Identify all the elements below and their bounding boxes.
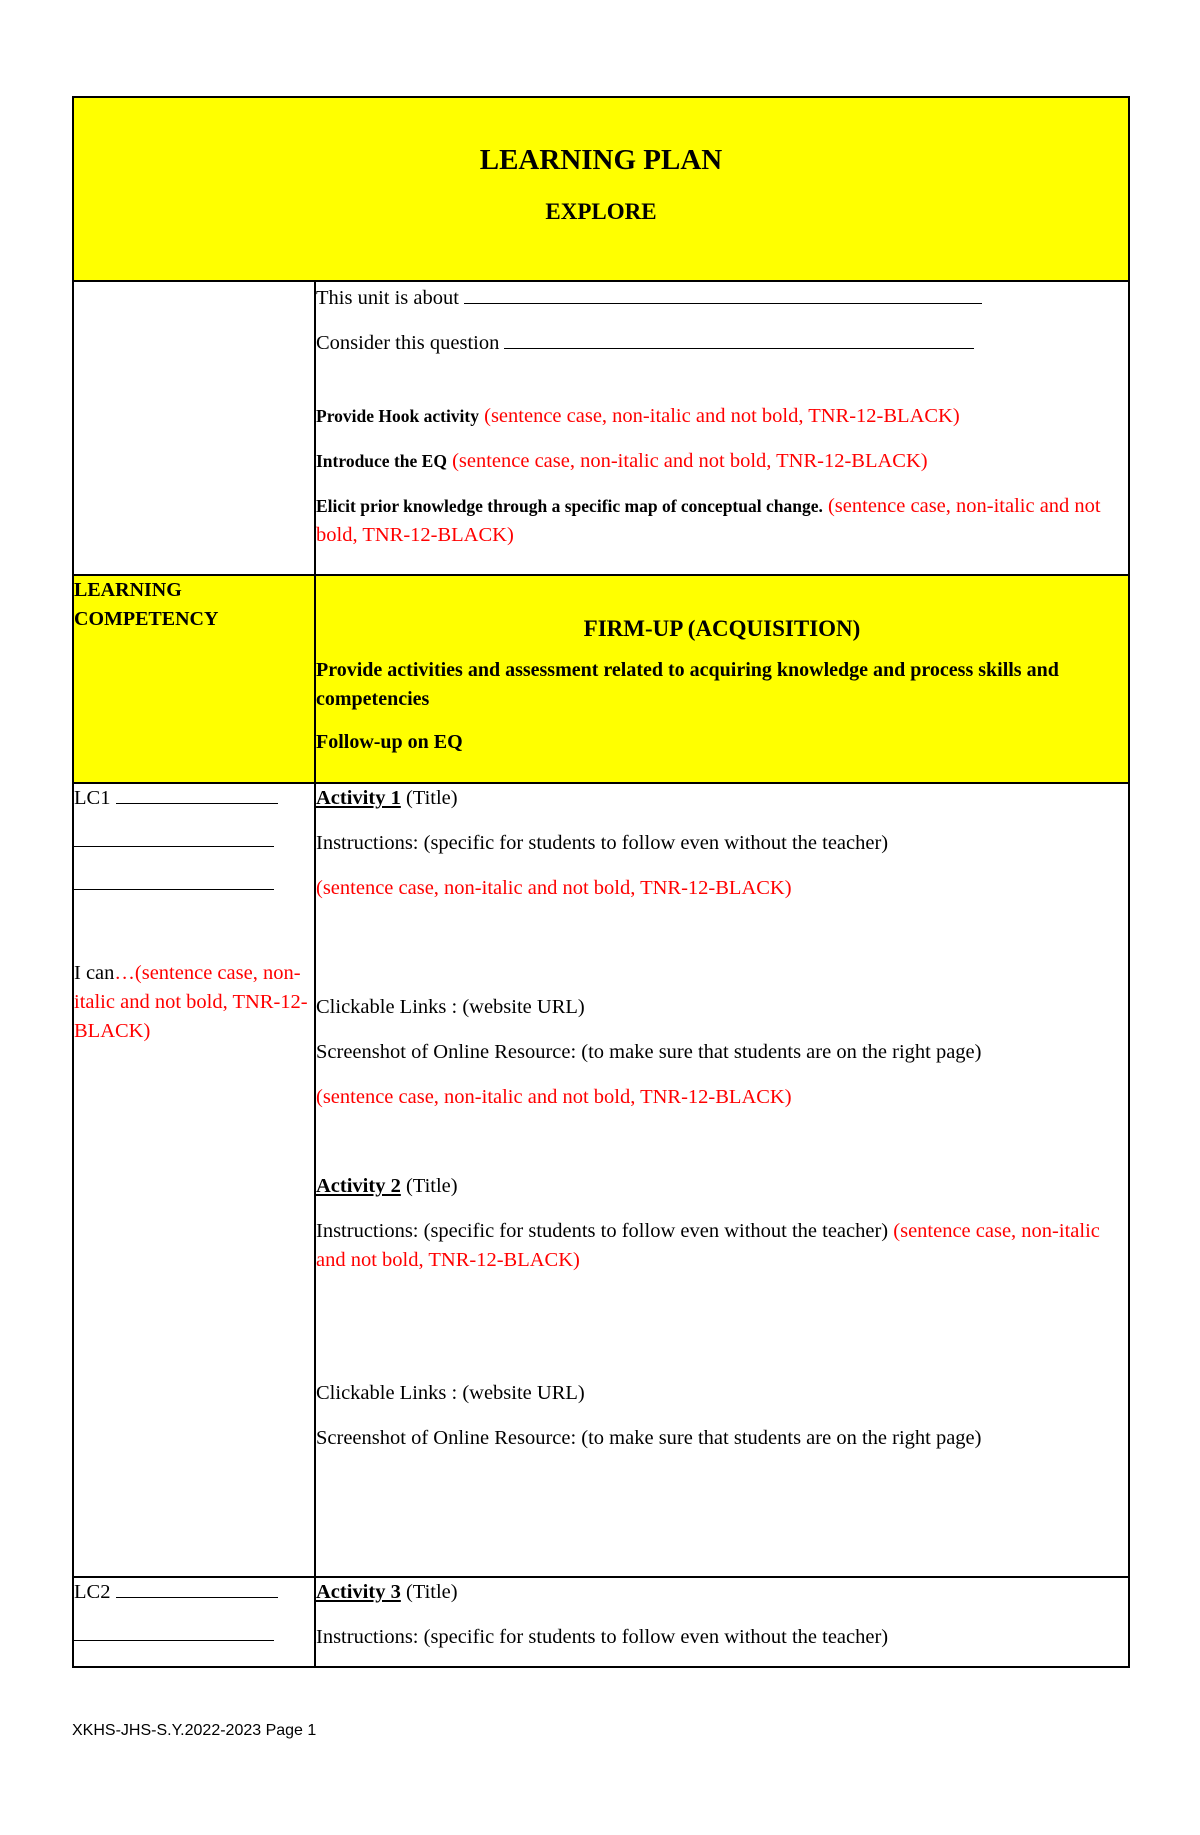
- unit-about-label: This unit is about: [316, 287, 459, 309]
- lc2-cell: [73, 1577, 315, 1667]
- elicit-label: Elicit prior knowledge through a specific map of conceptual change.: [316, 496, 823, 516]
- explore-left-cell: [73, 281, 315, 575]
- activity-3-instructions: Instructions: (specific for students to follow even without the teacher): [316, 1626, 889, 1648]
- lc2-blank-2: [74, 1626, 274, 1641]
- followup-eq: Follow-up on EQ: [316, 731, 463, 753]
- unit-about-blank: [464, 289, 982, 304]
- introduce-eq-label: Introduce the EQ: [316, 451, 447, 471]
- page-subtitle: EXPLORE: [545, 199, 657, 224]
- activity-1-links: Clickable Links : (website URL): [316, 996, 585, 1018]
- lc1-cell: [73, 783, 315, 1577]
- page-footer: XKHS-JHS-S.Y.2022-2023 Page 1: [72, 1722, 317, 1739]
- activity-3-title-suffix: (Title): [405, 1581, 458, 1603]
- lc2-label: LC2: [74, 1581, 111, 1603]
- lc2-blank-1: [116, 1583, 278, 1598]
- activity-1-screenshot: Screenshot of Online Resource: (to make sure that students are on the right page): [316, 1041, 982, 1063]
- explore-content-cell: [315, 281, 1129, 575]
- firmup-heading: FIRM-UP (ACQUISITION): [583, 616, 861, 641]
- elicit-note: (sentence case, non-italic and not bold, TNR-12-BLACK): [316, 495, 1101, 546]
- firmup-description: Provide activities and assessment related to acquiring knowledge and process skills and competencies: [316, 659, 1059, 710]
- lc1-blank-3: [74, 875, 274, 890]
- activity-2-note: (sentence case, non-italic and not bold, TNR-12-BLACK): [316, 1220, 1100, 1271]
- activity-2-links: Clickable Links : (website URL): [316, 1382, 585, 1404]
- title-cell: [73, 97, 1129, 281]
- consider-question-label: Consider this question: [316, 332, 500, 354]
- activity-1-note: (sentence case, non-italic and not bold, TNR-12-BLACK): [316, 877, 792, 899]
- hook-label: Provide Hook activity: [316, 406, 479, 426]
- activity-3-cell: [315, 1577, 1129, 1667]
- activity-1-instructions: Instructions: (specific for students to follow even without the teacher): [316, 832, 889, 854]
- lc1-label: LC1: [74, 787, 111, 809]
- consider-question-blank: [504, 334, 974, 349]
- ican-note: …(sentence case, non-italic and not bold, TNR-12-BLACK): [74, 962, 308, 1042]
- learning-plan-table: [72, 96, 1130, 1668]
- lc1-blank-2: [74, 832, 274, 847]
- activity-2-instructions: Instructions: (specific for students to follow even without the teacher): [316, 1220, 889, 1242]
- hook-note: (sentence case, non-italic and not bold, TNR-12-BLACK): [484, 405, 960, 427]
- activity-2-screenshot: Screenshot of Online Resource: (to make sure that students are on the right page): [316, 1427, 982, 1449]
- ican-prefix: I can: [74, 962, 115, 984]
- activity-1-note-2: (sentence case, non-italic and not bold, TNR-12-BLACK): [316, 1086, 792, 1108]
- activity-1-title-suffix: (Title): [405, 787, 458, 809]
- activity-2-title: Activity 2: [316, 1175, 401, 1197]
- activity-1-title: Activity 1: [316, 787, 401, 809]
- lc1-blank-1: [116, 789, 278, 804]
- learning-competency-label: LEARNING COMPETENCY: [74, 579, 219, 630]
- firmup-header-cell: [315, 575, 1129, 783]
- activities-cell: [315, 783, 1129, 1577]
- learning-competency-cell: [73, 575, 315, 783]
- introduce-eq-note: (sentence case, non-italic and not bold, TNR-12-BLACK): [452, 450, 928, 472]
- activity-2-title-suffix: (Title): [405, 1175, 458, 1197]
- activity-3-title: Activity 3: [316, 1581, 401, 1603]
- page-title: LEARNING PLAN: [479, 144, 723, 176]
